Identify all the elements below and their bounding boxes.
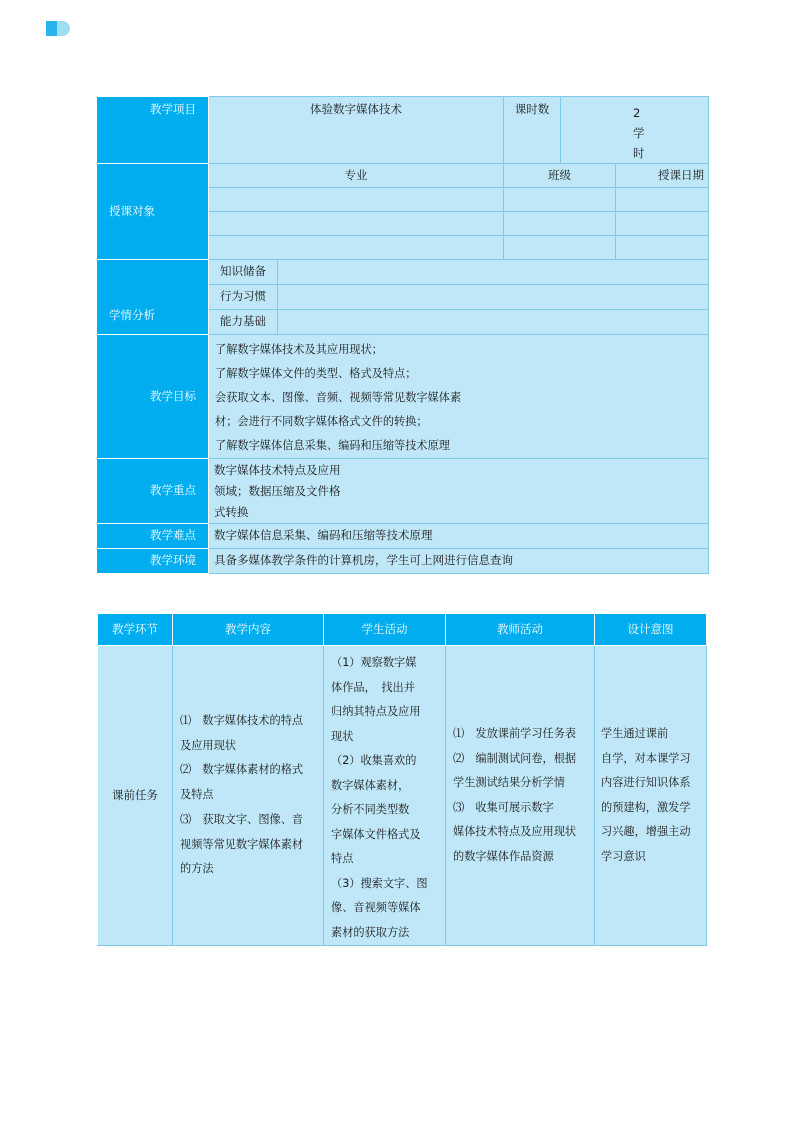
hours-label-cell: [504, 97, 561, 164]
audience-cell: [616, 236, 709, 260]
hours-value-cell: [561, 97, 709, 164]
content-line: 的方法: [180, 862, 214, 876]
audience-label-cell: [97, 164, 209, 260]
difficulty-value: 数字媒体信息采集、编码和压缩等技术原理: [214, 528, 433, 543]
audience-header-major: 专业: [209, 164, 504, 188]
goals-label-cell: [97, 335, 209, 459]
teacher-line: 学生测试结果分析学情: [453, 776, 565, 789]
audience-cell: [209, 236, 504, 260]
intent-line: 内容进行知识体系: [601, 776, 691, 789]
corner-logo-mark: [46, 21, 70, 36]
project-value-cell: [209, 97, 504, 164]
teacher-cell: [446, 646, 595, 946]
student-line: 字媒体文件格式及: [331, 827, 421, 841]
key-line: 领域；数据压缩及文件格: [214, 484, 341, 498]
content-line: 及特点: [180, 788, 214, 802]
project-value: 体验数字媒体技术: [310, 102, 402, 116]
goal-line: 了解数字媒体文件的类型、格式及特点；: [215, 367, 417, 380]
analysis-label-cell: [97, 260, 209, 335]
teacher-line: ⑵ 编制测试问卷，根据: [453, 751, 577, 765]
header-stage: 教学环节: [98, 614, 173, 646]
goals-value-cell: [209, 335, 709, 459]
goal-line: 材；会进行不同数字媒体格式文件的转换；: [215, 415, 428, 428]
project-label-cell: [97, 97, 209, 164]
student-line: 特点: [331, 852, 354, 865]
key-label: 教学重点: [150, 483, 196, 498]
header-content: 教学内容: [173, 614, 324, 646]
key-line: 数字媒体技术特点及应用: [214, 463, 341, 477]
analysis-item-cell: 能力基础: [209, 310, 278, 335]
intent-line: 的预建构，激发学: [601, 800, 691, 814]
intent-line: 学生通过课前: [601, 727, 669, 740]
hours-value-line: 时: [633, 146, 645, 160]
header-teacher: 教师活动: [446, 614, 595, 646]
audience-header-class: 班级: [504, 164, 616, 188]
environment-value-cell: [209, 549, 709, 574]
student-cell: [324, 646, 446, 946]
student-line: （1）观察数字媒: [331, 656, 417, 669]
content-line: 视频等常见数字媒体素材: [180, 837, 304, 851]
difficulty-label: 教学难点: [150, 528, 196, 543]
goal-line: 会获取文本、图像、音频、视频等常见数字媒体素: [215, 391, 462, 404]
hours-value-line: 2: [633, 106, 641, 120]
audience-cell: [504, 188, 616, 212]
content-line: ⑶ 获取文字、图像、音: [180, 812, 304, 826]
student-line: 体作品， 找出并: [331, 680, 415, 694]
teacher-line: ⑶ 收集可展示数字: [453, 800, 554, 814]
difficulty-value-cell: [209, 524, 709, 549]
teacher-line: 媒体技术特点及应用现状: [453, 825, 577, 838]
analysis-value-cell: [278, 310, 709, 335]
header-intent: 设计意图: [595, 614, 707, 646]
teacher-line: 的数字媒体作品资源: [453, 849, 554, 863]
student-line: （2）收集喜欢的: [331, 754, 417, 767]
audience-label: 授课对象: [109, 203, 155, 218]
student-line: 数字媒体素材，: [331, 778, 410, 792]
teaching-process-table: [97, 613, 707, 946]
analysis-item-cell: 行为习惯: [209, 285, 278, 310]
stage-value: 课前任务: [112, 787, 158, 802]
content-line: ⑴ 数字媒体技术的特点: [180, 713, 304, 727]
audience-cell: [504, 212, 616, 236]
student-line: 素材的获取方法: [331, 925, 410, 939]
teacher-line: ⑴ 发放课前学习任务表: [453, 727, 577, 740]
course-overview-table: [96, 96, 709, 574]
environment-label: 教学环境: [150, 553, 196, 568]
intent-cell: [595, 646, 707, 946]
content-cell: [173, 646, 324, 946]
audience-cell: [616, 212, 709, 236]
project-label: 教学项目: [150, 102, 196, 116]
key-label-cell: [97, 459, 209, 524]
content-line: 及应用现状: [180, 738, 236, 752]
audience-cell: [616, 188, 709, 212]
student-line: 像、音视频等媒体: [331, 901, 421, 914]
intent-line: 习兴趣，增强主动: [601, 825, 691, 838]
student-line: 现状: [331, 729, 354, 743]
analysis-item-cell: 知识储备: [209, 260, 278, 285]
student-line: （3）搜索文字、图: [331, 876, 428, 890]
audience-cell: [209, 212, 504, 236]
goal-line: 了解数字媒体信息采集、编码和压缩等技术原理: [215, 439, 450, 452]
key-value-cell: [209, 459, 709, 524]
header-student: 学生活动: [324, 614, 446, 646]
goals-label: 教学目标: [150, 388, 196, 403]
audience-header-date: 授课日期: [616, 164, 709, 188]
audience-cell: [504, 236, 616, 260]
environment-label-cell: [97, 549, 209, 574]
goal-line: 了解数字媒体技术及其应用现状；: [215, 343, 383, 356]
audience-cell: [209, 188, 504, 212]
hours-label: 课时数: [514, 102, 550, 116]
content-line: ⑵ 数字媒体素材的格式: [180, 763, 304, 777]
intent-line: 自学，对本课学习: [601, 751, 691, 765]
logo-half-circle: [57, 21, 70, 36]
hours-value-line: 学: [633, 126, 645, 140]
student-line: 归纳其特点及应用: [331, 705, 421, 718]
analysis-value-cell: [278, 260, 709, 285]
stage-cell: [98, 646, 173, 946]
analysis-value-cell: [278, 285, 709, 310]
intent-line: 学习意识: [601, 849, 646, 863]
difficulty-label-cell: [97, 524, 209, 549]
analysis-label: 学情分析: [109, 307, 155, 322]
key-line: 式转换: [214, 505, 249, 519]
student-line: 分析不同类型数: [331, 803, 410, 816]
environment-value: 具备多媒体教学条件的计算机房，学生可上网进行信息查询: [214, 553, 513, 568]
